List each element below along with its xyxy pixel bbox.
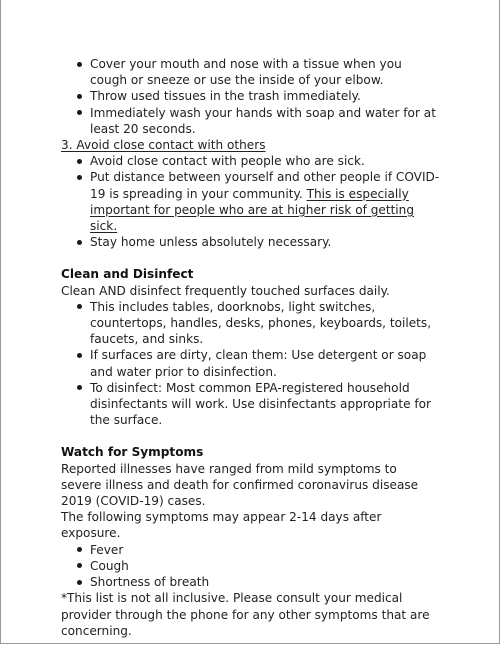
list-item-text: Avoid close contact with people who are sick. <box>90 154 365 169</box>
bullet-icon <box>77 110 82 115</box>
list-item-text: Stay home unless absolutely necessary. <box>90 235 332 250</box>
bullet-icon <box>77 385 82 390</box>
list-item-text: Throw used tissues in the trash immediately. <box>90 89 361 104</box>
list-item <box>61 558 441 574</box>
bullet-icon <box>77 304 82 309</box>
hygiene-list <box>61 56 441 137</box>
bullet-icon <box>77 175 82 180</box>
symptoms-lead: The following symptoms may appear 2-14 days after exposure. <box>61 510 382 541</box>
symptoms-intro: Reported illnesses have ranged from mild symptoms to severe illness and death for confirmed coronavirus disease 2019 (COVID-19) cases. <box>61 461 419 509</box>
list-item-text: Fever <box>90 542 124 557</box>
bullet-icon <box>77 62 82 67</box>
bullet-icon <box>77 94 82 99</box>
list-item-text: Put distance between yourself and other people if COVID-19 is spreading in your community. <box>90 170 440 201</box>
bullet-icon <box>77 353 82 358</box>
list-item <box>61 542 441 558</box>
avoid-contact-heading: 3. Avoid close contact with others <box>61 138 266 153</box>
clean-list <box>61 299 441 429</box>
list-item-text: This includes tables, doorknobs, light switches, countertops, handles, desks, phones, keyboards, toilets, faucets, and sinks. <box>90 299 432 347</box>
list-item <box>61 88 441 104</box>
clean-intro: Clean AND disinfect frequently touched surfaces daily. <box>61 283 390 298</box>
list-item <box>61 574 441 590</box>
list-item-text: To disinfect: Most common EPA-registered household disinfectants will work. Use disinfectants appropriate for the surface. <box>90 380 431 428</box>
symptoms-heading: Watch for Symptoms <box>61 445 204 460</box>
bullet-icon <box>77 240 82 245</box>
list-item <box>61 347 441 379</box>
emphasis-text: This is especially important for people who are at higher risk of getting sick. <box>90 186 415 234</box>
section-spacer <box>61 250 441 266</box>
list-item <box>61 169 441 234</box>
document-content <box>61 56 441 639</box>
bullet-icon <box>77 159 82 164</box>
symptoms-note: *This list is not all inclusive. Please consult your medical provider through the phone for any other symptoms that are concerning. <box>61 591 430 638</box>
list-item-text: Shortness of breath <box>90 575 210 590</box>
list-item <box>61 105 441 137</box>
section-spacer <box>61 428 441 444</box>
list-item-text: Cough <box>90 558 129 573</box>
clean-heading: Clean and Disinfect <box>61 267 194 282</box>
bullet-icon <box>77 563 82 568</box>
bullet-icon <box>77 580 82 585</box>
bullet-icon <box>77 547 82 552</box>
list-item <box>61 153 441 169</box>
list-item-text: Cover your mouth and nose with a tissue when you cough or sneeze or use the inside of your elbow. <box>90 57 402 88</box>
symptoms-list <box>61 542 441 591</box>
list-item <box>61 299 441 348</box>
list-item <box>61 380 441 429</box>
avoid-contact-list <box>61 153 441 250</box>
list-item-text: If surfaces are dirty, clean them: Use detergent or soap and water prior to disinfection. <box>90 348 427 379</box>
list-item-text: Immediately wash your hands with soap and water for at least 20 seconds. <box>90 105 436 136</box>
list-item <box>61 56 441 88</box>
list-item <box>61 234 441 250</box>
